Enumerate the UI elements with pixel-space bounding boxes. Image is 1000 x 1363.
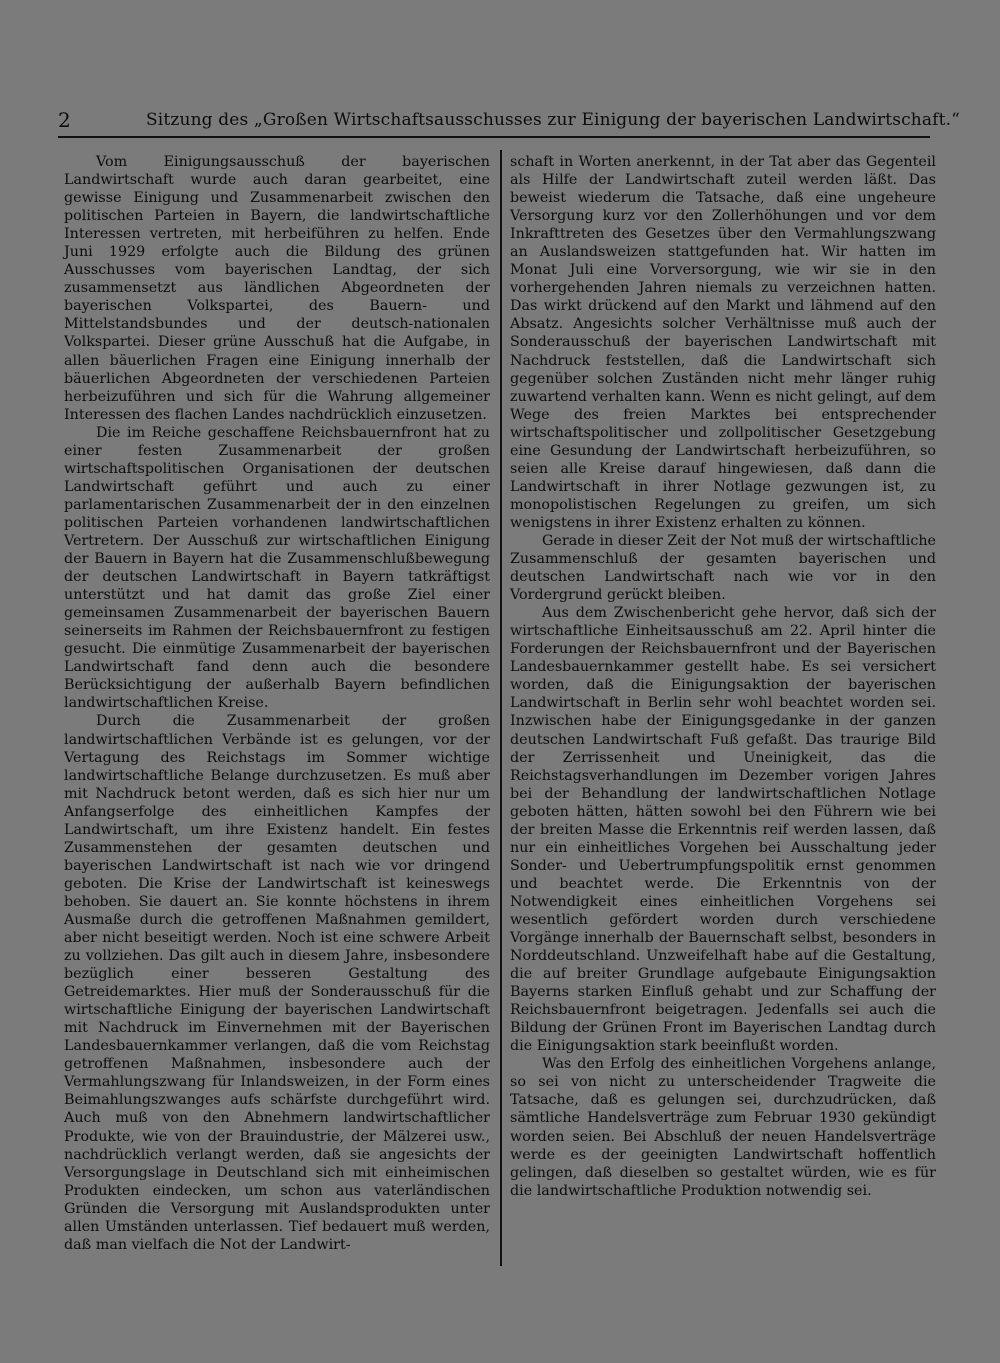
paragraph: Die im Reiche geschaffene Reichsbauernfront hat zu einer festen Zusammenarbeit der großen wirtschaftspolitischen Organisationen der deutschen Landwirtschaft geführt und auch zu einer parlamentarischen Zusammenarbeit der in den einzelnen politischen Parteien vorhandenen landwirtschaftlichen Vertretern. Der Ausschuß zur wirtschaftlichen Einigung der Bauern in Bayern hat die Zusammenschlußbewegung der deutschen Landwirtschaft in Bayern tatkräftigst unterstützt und hat damit das große Ziel einer gemeinsamen Zusammenarbeit der bayerischen Bauern seinerseits im Rahmen der Reichsbauernfront zu festigen gesucht. Die einmütige Zusammenarbeit der bayerischen Landwirtschaft fand denn auch die besondere Berücksichtigung der außerhalb Bayern befindlichen landwirtschaftlichen Kreise.	[64, 424, 490, 712]
right-column	[510, 153, 936, 1200]
paragraph: schaft in Worten anerkennt, in der Tat aber das Gegenteil als Hilfe der Landwirtschaft zuteil werden läßt. Das beweist wiederum die Tatsache, daß eine ungeheure Versorgung kurz vor den Zollerhöhungen und vor dem Inkrafttreten des Gesetzes über den Vermahlungszwang an Auslandsweizen stattgefunden hat. Wir hatten im Monat Juli eine Vorversorgung, wie wir sie in den vorhergehenden Jahren niemals zu verzeichnen hatten. Das wirkt drückend auf den Markt und lähmend auf den Absatz. Angesichts solcher Verhältnisse muß auch der Sonderausschuß der bayerischen Landwirtschaft mit Nachdruck feststellen, daß die Landwirtschaft sich gegenüber solchen Zuständen nicht mehr länger ruhig zuwartend verhalten kann. Wenn es nicht gelingt, auf dem Wege des freien Marktes bei entsprechender wirtschaftspolitischer und zollpolitischer Gesetzgebung eine Gesundung der Landwirtschaft herbeizuführen, so seien alle Kreise darauf hingewiesen, daß dann die Landwirtschaft in ihrer Notlage gezwungen ist, zu monopolistischen Regelungen zu greifen, um sich wenigstens in ihrer Existenz erhalten zu können.	[510, 154, 936, 531]
page-header	[58, 106, 960, 136]
paragraph: Aus dem Zwischenbericht gehe hervor, daß sich der wirtschaftliche Einheitsausschuß am 22. April hinter die Forderungen der Reichsbauernfront und der Bayerischen Landesbauernkammer gestellt habe. Es sei versichert worden, daß die Einigungsaktion der bayerischen Landwirtschaft in Berlin sehr wohl beachtet worden sei. Inzwischen habe der Einigungsgedanke in der ganzen deutschen Landwirtschaft Fuß gefaßt. Das traurige Bild der Zerrissenheit und Uneinigkeit, das die Reichstagsverhandlungen im Dezember vorigen Jahres bei der Behandlung der landwirtschaftlichen Notlage geboten hätten, hätten sowohl bei den Führern wie bei der breiten Masse die Erkenntnis reif werden lassen, daß nur ein einheitliches Vorgehen bei Ausschaltung jeder Sonder- und Uebertrumpfungspolitik ernst genommen und beachtet werde. Die Erkenntnis von der Notwendigkeit eines einheitlichen Vorgehens sei wesentlich gefördert worden durch verschiedene Vorgänge innerhalb der Bauernschaft selbst, besonders in Norddeutschland. Unzweifelhaft habe auf die Gestaltung, die auf breiter Grundlage aufgebaute Einigungsaktion Bayerns starken Einfluß gehabt und zur Schaffung der Reichsbauernfront beigetragen. Jedenfalls sei auch die Bildung der Grünen Front im Bayerischen Landtag durch die Einigungsaktion stark beeinflußt worden.	[510, 605, 936, 1055]
left-column	[64, 153, 490, 1254]
paragraph: Gerade in dieser Zeit der Not muß der wirtschaftliche Zusammenschluß der gesamten bayerischen und deutschen Landwirtschaft nach wie vor in den Vordergrund gerückt bleiben.	[510, 532, 936, 604]
paragraph: Was den Erfolg des einheitlichen Vorgehens anlange, so sei von nicht zu unterscheidender Tragweite die Tatsache, daß es gelungen sei, durchzudrücken, daß sämtliche Handelsverträge zum Februar 1930 gekündigt worden seien. Bei Abschluß der neuen Handelsverträge werde es der geeinigten Landwirtschaft hoffentlich gelingen, daß dieselben so gestaltet würden, wie es für die landwirtschaftliche Produktion notwendig sei.	[510, 1056, 936, 1199]
paragraph: Vom Einigungsausschuß der bayerischen Landwirtschaft wurde auch daran gearbeitet, eine gewisse Einigung und Zusammenarbeit zwischen den politischen Parteien in Bayern, die landwirtschaftliche Interessen vertreten, mit herbeiführen zu helfen. Ende Juni 1929 erfolgte auch die Bildung des grünen Ausschusses vom bayerischen Landtag, der sich zusammensetzt aus ländlichen Abgeordneten der bayerischen Volkspartei, des Bauern- und Mittelstandsbundes und der deutsch-nationalen Volkspartei. Dieser grüne Ausschuß hat die Aufgabe, in allen bäuerlichen Fragen eine Einigung innerhalb der bäuerlichen Abgeordneten der verschiedenen Parteien herbeizuführen und sich für die Wahrung allgemeiner Interessen des flachen Landes nachdrücklich einzusetzen.	[64, 154, 490, 423]
page-number: 2	[58, 108, 71, 132]
column-divider	[500, 150, 502, 1266]
running-title: Sitzung des „Großen Wirtschaftsausschusses zur Einigung der bayerischen Landwirtschaft.“	[146, 110, 960, 130]
header-rule	[58, 136, 930, 138]
paragraph: Durch die Zusammenarbeit der großen landwirtschaftlichen Verbände ist es gelungen, vor der Vertagung des Reichstags im Sommer wichtige landwirtschaftliche Belange durchzusetzen. Es muß aber mit Nachdruck betont werden, daß es sich hier nur um Anfangserfolge des einheitlichen Kampfes der Landwirtschaft, um ihre Existenz handelt. Ein festes Zusammenstehen der gesamten deutschen und bayerischen Landwirtschaft ist nach wie vor dringend geboten. Die Krise der Landwirtschaft ist keineswegs behoben. Sie dauert an. Sie konnte höchstens in ihrem Ausmaße durch die getroffenen Maßnahmen gemildert, aber nicht beseitigt werden. Noch ist eine schwere Arbeit zu vollziehen. Das gilt auch in diesem Jahre, insbesondere bezüglich einer besseren Gestaltung des Getreidemarktes. Hier muß der Sonderausschuß für die wirtschaftliche Einigung der bayerischen Landwirtschaft mit Nachdruck im Einvernehmen mit der Bayerischen Landesbauernkammer verlangen, daß die vom Reichstag getroffenen Maßnahmen, insbesondere auch der Vermahlungszwang für Inlandsweizen, in der Form eines Beimahlungszwanges aufs schärfste durchgeführt wird. Auch muß von den Abnehmern landwirtschaftlicher Produkte, wie von der Brauindustrie, der Mälzerei usw., nachdrücklich verlangt werden, daß sie angesichts der Versorgungslage in Deutschland sich mit einheimischen Produkten eindecken, um schon aus vaterländischen Gründen die Versorgung mit Auslandsprodukten unter allen Umständen unterlassen. Tief bedauert muß werden, daß man vielfach die Not der Landwirt-	[64, 713, 490, 1253]
